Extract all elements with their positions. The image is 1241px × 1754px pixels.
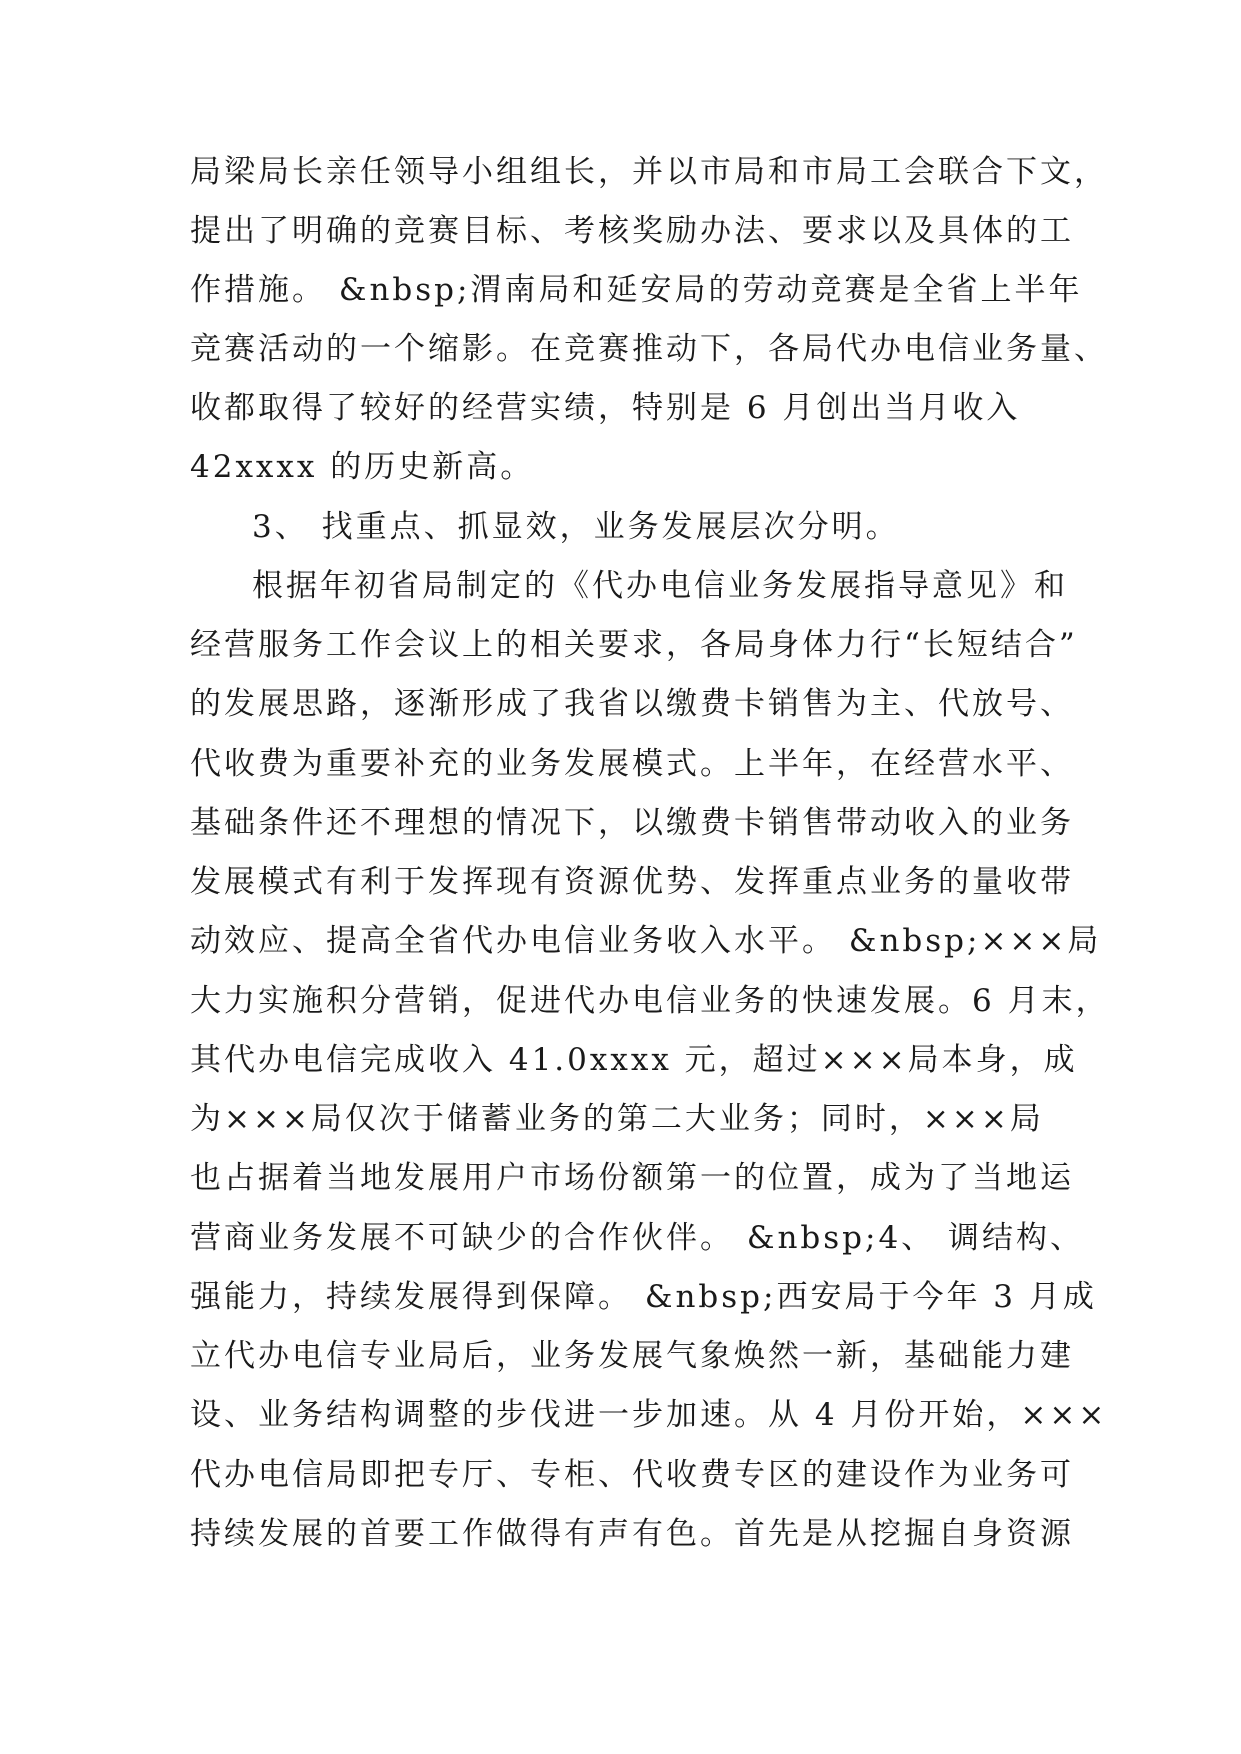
text-line: 其代办电信完成收入 41.0xxxx 元，超过×××局本身，成 [190, 1042, 1078, 1078]
text-line: 动效应、提高全省代办电信业务收入水平。 &nbsp;×××局 [190, 923, 1102, 959]
text-line: 立代办电信专业局后，业务发展气象焕然一新，基础能力建 [190, 1338, 1074, 1374]
text-line: 发展模式有利于发挥现有资源优势、发挥重点业务的量收带 [190, 864, 1074, 900]
text-line: 营商业务发展不可缺少的合作伙伴。 &nbsp;4、 调结构、 [190, 1220, 1085, 1256]
text-line: 提出了明确的竞赛目标、考核奖励办法、要求以及具体的工 [190, 213, 1074, 249]
text-line: 经营服务工作会议上的相关要求，各局身体力行“长短结合” [190, 627, 1078, 663]
text-line: 也占据着当地发展用户市场份额第一的位置，成为了当地运 [190, 1160, 1074, 1196]
text-line: 局梁局长亲任领导小组组长，并以市局和市局工会联合下文， [190, 154, 1108, 190]
text-line: 的发展思路，逐渐形成了我省以缴费卡销售为主、代放号、 [190, 686, 1074, 722]
text-line: 强能力，持续发展得到保障。 &nbsp;西安局于今年 3 月成 [190, 1279, 1097, 1315]
section-heading: 3、 找重点、抓显效，业务发展层次分明。 [252, 509, 900, 545]
text-line: 基础条件还不理想的情况下，以缴费卡销售带动收入的业务 [190, 805, 1074, 841]
text-line: 为×××局仅次于储蓄业务的第二大业务；同时，×××局 [190, 1101, 1044, 1137]
text-line: 竞赛活动的一个缩影。在竞赛推动下，各局代办电信业务量、 [190, 331, 1108, 367]
text-line: 42xxxx 的历史新高。 [190, 449, 535, 485]
text-line: 根据年初省局制定的《代办电信业务发展指导意见》和 [252, 568, 1068, 604]
text-line: 代收费为重要补充的业务发展模式。上半年，在经营水平、 [190, 746, 1074, 782]
text-line: 收都取得了较好的经营实绩，特别是 6 月创出当月收入 [190, 390, 1021, 426]
text-line: 设、业务结构调整的步伐进一步加速。从 4 月份开始，××× [190, 1397, 1108, 1433]
text-line: 代办电信局即把专厅、专柜、代收费专区的建设作为业务可 [190, 1457, 1074, 1493]
text-line: 持续发展的首要工作做得有声有色。首先是从挖掘自身资源 [190, 1516, 1074, 1552]
text-line: 作措施。 &nbsp;渭南局和延安局的劳动竞赛是全省上半年 [190, 272, 1083, 308]
text-line: 大力实施积分营销，促进代办电信业务的快速发展。6 月末， [190, 983, 1110, 1019]
